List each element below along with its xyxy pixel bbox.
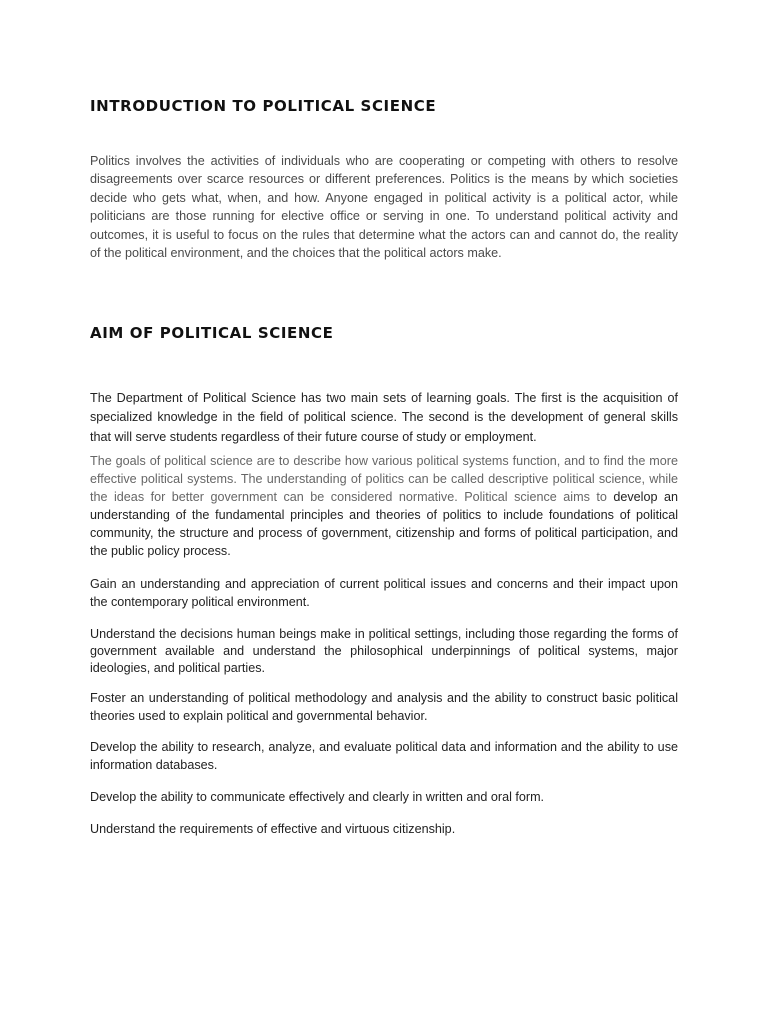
aim-item: Foster an understanding of political methodology and analysis and the ability to construct basic political theories used to explain political and governmental behavior.: [90, 691, 678, 723]
goals-paragraph: [90, 452, 678, 560]
heading-introduction: INTRODUCTION TO POLITICAL SCIENCE: [90, 97, 437, 115]
aim-item: Understand the requirements of effective and virtuous citizenship.: [90, 822, 456, 836]
aim-item: Develop the ability to research, analyze, and evaluate political data and information and the ability to use information databases.: [90, 740, 678, 772]
heading-aim: AIM OF POLITICAL SCIENCE: [90, 324, 334, 342]
goals-paragraph-lead: The goals of political science are to describe how various political systems function, and to find the more effective political systems. The understanding of politics can be called descriptive political science, while the ideas for better government can be considered normative. Political science aims to: [90, 454, 678, 504]
document-page: [90, 0, 678, 1024]
aim-item: Develop the ability to communicate effectively and clearly in written and oral form.: [90, 790, 545, 804]
goals-paragraph-rest: develop an understanding of the fundamental principles and theories of politics to include foundations of political community, the structure and process of government, citizenship and forms of political participation, and the public policy process.: [90, 490, 678, 558]
aim-item: Understand the decisions human beings make in political settings, including those regarding the forms of government available and understand the philosophical underpinnings of political systems, major ideologies, and political parties.: [90, 627, 678, 675]
introduction-paragraph: Politics involves the activities of individuals who are cooperating or competing with others to resolve disagreements over scarce resources or different preferences. Politics is the means by which societies decide who gets what, when, and how. Anyone engaged in political activity is a political actor, while politicians are those running for elective office or serving in one. To understand political activity and outcomes, it is useful to focus on the rules that determine what the actors can and cannot do, the reality of the political environment, and the choices that the political actors make.: [90, 154, 678, 261]
aim-item: Gain an understanding and appreciation of current political issues and concerns and their impact upon the contemporary political environment.: [90, 577, 678, 609]
department-goals-paragraph: The Department of Political Science has two main sets of learning goals. The first is the acquisition of specialized knowledge in the field of political science. The second is the development of general skills that will serve students regardless of their future course of study or employment.: [90, 391, 678, 444]
